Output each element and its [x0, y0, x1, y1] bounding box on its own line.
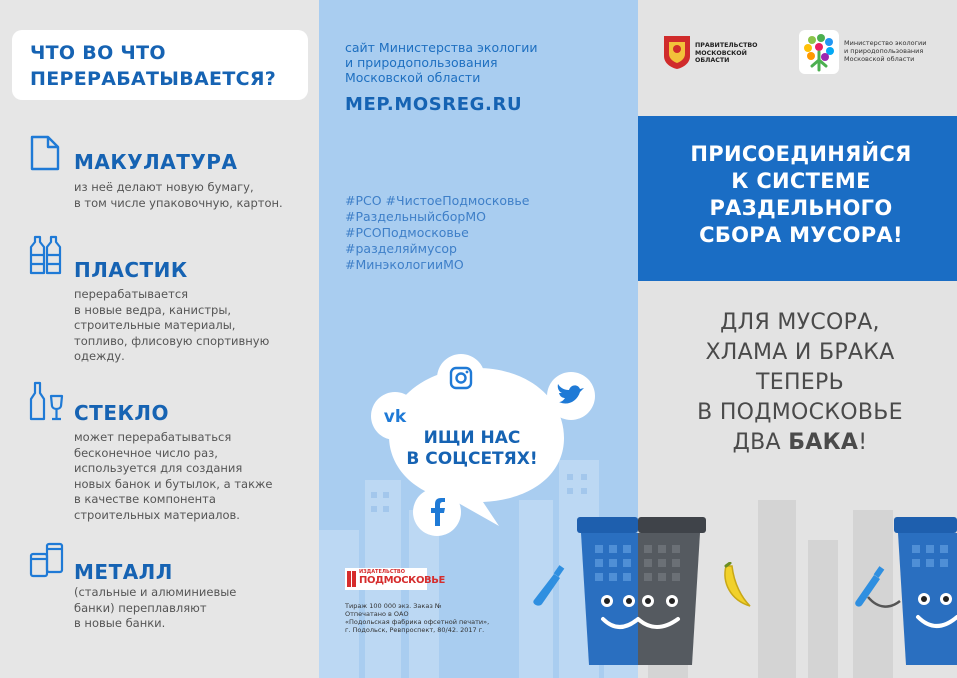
ministry-line: и природопользования — [844, 46, 924, 55]
slogan-line: ХЛАМА И БРАКА — [705, 340, 895, 365]
left-panel — [0, 0, 319, 678]
title-line-2: ПЕРЕРАБАТЫВАЕТСЯ? — [30, 68, 277, 90]
imprint-line: «Подольская фабрика офсетной печати», — [345, 618, 490, 626]
site-line: и природопользования — [345, 55, 498, 70]
imprint-line: Тираж 100 000 экз. Заказ № — [345, 602, 442, 610]
text-line: строительные материалы, — [74, 318, 236, 332]
ministry-line: Министерство экологии — [844, 39, 927, 47]
slogan-text: ! — [858, 430, 868, 455]
facebook-icon[interactable] — [413, 488, 461, 536]
text-line: строительных материалов. — [74, 507, 240, 522]
imprint-line: Отпечатано в ОАО — [345, 610, 409, 618]
moscow-region-emblem-icon — [662, 34, 692, 70]
middle-panel — [319, 0, 638, 678]
text-line: в новые банки. — [74, 616, 166, 630]
text-line: одежду. — [74, 349, 125, 363]
text-line: топливо, флисовую спортивную — [74, 333, 270, 348]
hashtag[interactable]: #РСО #ЧистоеПодмосковье — [345, 193, 530, 208]
ministry-site-caption — [345, 40, 615, 85]
social-call-to-action — [397, 428, 547, 470]
blue-bin-illustration — [838, 505, 957, 678]
section-title-plastic: ПЛАСТИК — [74, 258, 188, 282]
text-line: новых банок и бутылок, а также — [74, 476, 273, 491]
plastic-bottles-icon — [28, 234, 64, 276]
section-title-metal: МЕТАЛЛ — [74, 560, 173, 584]
cta-line: ИЩИ НАС — [423, 428, 521, 448]
gov-line: ОБЛАСТИ — [695, 57, 730, 64]
text-line: в новые ведра, канистры, — [74, 302, 232, 317]
publisher-name: ПОДМОСКОВЬЕ — [359, 575, 445, 586]
government-label — [695, 42, 765, 65]
title-line-1: ЧТО ВО ЧТО — [30, 42, 166, 64]
svg-text:vk: vk — [383, 407, 407, 427]
banner-line: ПРИСОЕДИНЯЙСЯ — [690, 142, 912, 166]
join-banner-text — [652, 141, 950, 249]
publisher-logo — [345, 568, 445, 594]
glass-bottle-icon — [28, 380, 66, 422]
metal-cans-icon — [28, 541, 66, 579]
text-line: может перерабатываться — [74, 430, 232, 444]
title-card — [12, 30, 308, 100]
slogan-line: ТЕПЕРЬ — [756, 370, 844, 395]
slogan-text: ДВА — [732, 430, 789, 455]
two-bins-slogan — [650, 308, 950, 458]
paper-icon — [28, 134, 62, 172]
text-line: перерабатывается — [74, 287, 189, 301]
banner-line: СБОРА МУСОРА! — [699, 223, 903, 247]
instagram-icon[interactable] — [437, 354, 485, 402]
gov-line: МОСКОВСКОЙ — [695, 49, 747, 57]
slogan-emphasis: БАКА — [788, 430, 859, 455]
hashtag[interactable]: #РСОПодмосковье — [345, 225, 469, 240]
site-line: сайт Министерства экологии — [345, 40, 538, 55]
ministry-label — [844, 40, 954, 63]
text-line: (стальные и алюминиевые — [74, 585, 237, 599]
text-line: бесконечное число раз, — [74, 445, 218, 460]
banner-line: К СИСТЕМЕ — [731, 169, 871, 193]
banner-line: РАЗДЕЛЬНОГО — [709, 196, 893, 220]
ministry-ecology-logo-icon — [799, 30, 839, 74]
website-url-link[interactable]: MEP.MOSREG.RU — [345, 94, 523, 115]
section-text-paper — [74, 180, 304, 211]
twitter-icon[interactable] — [547, 372, 595, 420]
publisher-small-label: ИЗДАТЕЛЬСТВО — [359, 569, 405, 575]
section-text-metal — [74, 585, 304, 632]
hashtag[interactable]: #разделяймусор — [345, 241, 457, 256]
slogan-line: ДЛЯ МУСОРА, — [720, 310, 880, 335]
banana-icon — [720, 562, 754, 612]
section-title-glass: СТЕКЛО — [74, 401, 169, 425]
gray-bin-illustration — [638, 505, 716, 678]
hashtag-list — [345, 193, 529, 273]
text-line: в качестве компонента — [74, 492, 216, 506]
text-line: используется для создания — [74, 461, 243, 475]
site-line: Московской области — [345, 70, 481, 85]
section-title-paper: МАКУЛАТУРА — [74, 150, 238, 174]
right-panel — [638, 0, 957, 678]
imprint-line: г. Подольск, Ревпроспект, 80/42. 2017 г. — [345, 626, 485, 634]
blue-bin-partial-illustration — [569, 505, 638, 678]
gov-line: ПРАВИТЕЛЬСТВО — [695, 42, 758, 49]
text-line: в том числе упаковочную, картон. — [74, 195, 283, 210]
glass-bottle-held-icon — [530, 560, 570, 608]
slogan-line: В ПОДМОСКОВЬЕ — [697, 400, 903, 425]
cta-line: В СОЦСЕТЯХ! — [406, 449, 538, 469]
ministry-line: Московской области — [844, 54, 915, 63]
text-line: банки) переплавляют — [74, 600, 207, 615]
section-text-glass — [74, 430, 304, 523]
slogan-line — [650, 428, 950, 458]
hashtag[interactable]: #РаздельныйсборМО — [345, 209, 486, 224]
hashtag[interactable]: #МинэкологииМО — [345, 257, 464, 272]
text-line: из неё делают новую бумагу, — [74, 180, 254, 194]
section-text-plastic — [74, 287, 304, 365]
